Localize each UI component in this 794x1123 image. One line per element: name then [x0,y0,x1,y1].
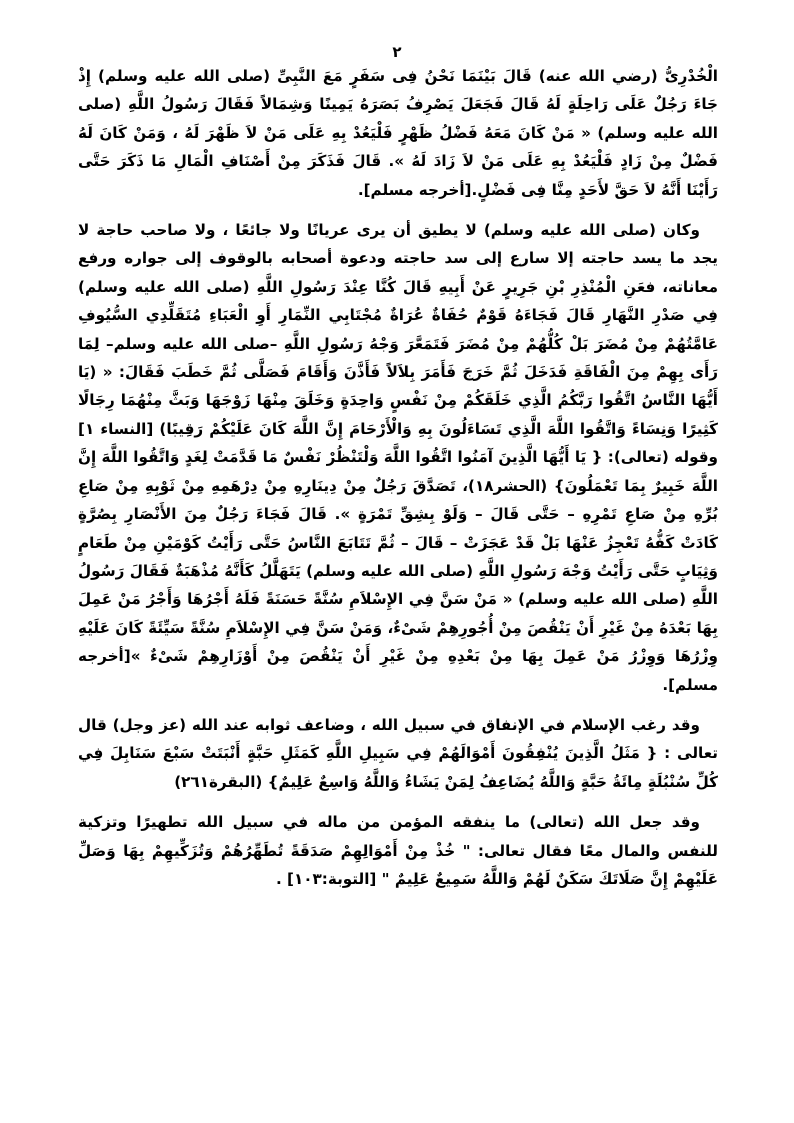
page-number: ٢ [392,43,402,61]
paragraph-infaq: وقد رغب الإسلام في الإنفاق في سبيل الله ، وضاعف ثوابه عند الله (عز وجل) قال تعالى : { مَثَلُ الَّذِينَ يُنْفِقُونَ أَمْوَالَهُمْ فِي سَبِيلِ اللَّهِ كَمَثَلِ حَبَّةٍ أَنْبَتَتْ سَبْعَ سَنَابِلَ فِي كُلِّ سُنْبُلَةٍ مِائَةُ حَبَّةٍ وَاللَّهُ يُضَاعِفُ لِمَنْ يَشَاءُ وَاللَّهُ وَاسِعٌ عَلِيمٌ} (البقرة٢٦١) [78,715,718,791]
paragraph-hadith-mudar: وكان (صلى الله عليه وسلم) لا يطيق أن يرى عريانًا ولا جائعًا ، ولا صاحب حاجة لا يجد ما يسد حاجته إلا سارع إلى سد حاجته ودعوة أصحابه بالوقوف إلى جواره ورفع معاناته، فعَنِ الْمُنْذِرِ بْنِ جَرِيرٍ عَنْ أَبِيهِ قَالَ كُنَّا عِنْدَ رَسُولِ اللَّهِ (صلى الله عليه وسلم) فِي صَدْرِ النَّهَارِ قَالَ فَجَاءَهُ قَوْمٌ حُفَاةٌ عُرَاةٌ مُجْتَابِي النِّمَارِ أَوِ الْعَبَاءِ مُتَقَلِّدِي السُّيُوفِ عَامَّتُهُمْ مِنْ مُضَرَ بَلْ كُلُّهُمْ مِنْ مُضَرَ فَتَمَعَّرَ وَجْهُ رَسُولِ اللَّهِ –صلى الله عليه وسلم– لِمَا رَأَى بِهِمْ مِنَ الْفَاقَةِ فَدَخَلَ ثُمَّ خَرَجَ فَأَمَرَ بِلاَلاً فَأَذَّنَ وَأَقَامَ فَصَلَّى ثُمَّ خَطَبَ فَقَالَ: « (يَا أَيُّهَا النَّاسُ اتَّقُوا رَبَّكُمُ الَّذِي خَلَقَكُمْ مِنْ نَفْسٍ وَاحِدَةٍ وَخَلَقَ مِنْهَا زَوْجَهَا وَبَثَّ مِنْهُمَا رِجَالًا كَثِيرًا وَنِسَاءً وَاتَّقُوا اللَّهَ الَّذِي تَسَاءَلُونَ بِهِ وَالْأَرْحَامَ إِنَّ اللَّهَ كَانَ عَلَيْكُمْ رَقِيبًا) [النساء ١] وقوله (تعالى): { يَا أَيُّهَا الَّذِينَ آمَنُوا اتَّقُوا اللَّهَ وَلْتَنْظُرْ نَفْسٌ مَا قَدَّمَتْ لِغَدٍ وَاتَّقُوا اللَّهَ إِنَّ اللَّهَ خَبِيرٌ بِمَا تَعْمَلُونَ} (الحشر١٨)، تَصَدَّقَ رَجُلٌ مِنْ دِينَارِهِ مِنْ دِرْهَمِهِ مِنْ ثَوْبِهِ مِنْ صَاعِ بُرِّهِ مِنْ صَاعِ تَمْرِهِ – حَتَّى قَالَ – وَلَوْ بِشِقِّ تَمْرَةٍ ». قَالَ فَجَاءَ رَجُلٌ مِنَ الأَنْصَارِ بِصُرَّةٍ كَادَتْ كَفُّهُ تَعْجِزُ عَنْهَا بَلْ قَدْ عَجَزَتْ – قَالَ – ثُمَّ تَتَابَعَ النَّاسُ حَتَّى رَأَيْتُ كَوْمَيْنِ مِنْ طَعَامٍ وَثِيَابٍ حَتَّى رَأَيْتُ وَجْهَ رَسُولِ اللَّهِ (صلى الله عليه وسلم) يَتَهَلَّلُ كَأَنَّهُ مُذْهَبَةٌ فَقَالَ رَسُولُ اللَّهِ (صلى الله عليه وسلم) « مَنْ سَنَّ فِي الإِسْلاَمِ سُنَّةً حَسَنَةً فَلَهُ أَجْرُهَا وَأَجْرُ مَنْ عَمِلَ بِهَا بَعْدَهُ مِنْ غَيْرِ أَنْ يَنْقُصَ مِنْ أُجُورِهِمْ شَىْءٌ، وَمَنْ سَنَّ فِي الإِسْلاَمِ سُنَّةً سَيِّئَةً كَانَ عَلَيْهِ وِزْرُهَا وَوِزْرُ مَنْ عَمِلَ بِهَا مِنْ بَعْدِهِ مِنْ غَيْرِ أَنْ يَنْقُصَ مِنْ أَوْزَارِهِمْ شَىْءٌ »[أخرجه مسلم]. [78,221,719,694]
paragraph-hadith-safar: الْخُدْرِىُّ (رضي الله عنه) قَالَ بَيْنَمَا نَحْنُ فِى سَفَرٍ مَعَ النَّبِىِّ (صلى الله عليه وسلم) إِذْ جَاءَ رَجُلٌ عَلَى رَاحِلَةٍ لَهُ قَالَ فَجَعَلَ يَصْرِفُ بَصَرَهُ يَمِينًا وَشِمَالاً فَقَالَ رَسُولُ اللَّهِ (صلى الله عليه وسلم) « مَنْ كَانَ مَعَهُ فَضْلُ ظَهْرٍ فَلْيَعُدْ بِهِ عَلَى مَنْ لاَ ظَهْرَ لَهُ ، وَمَنْ كَانَ لَهُ فَضْلٌ مِنْ زَادٍ فَلْيَعُدْ بِهِ عَلَى مَنْ لاَ زَادَ لَهُ ». قَالَ فَذَكَرَ مِنْ أَصْنَافِ الْمَالِ مَا ذَكَرَ حَتَّى رَأَيْنَا أَنَّهُ لاَ حَقَّ لأَحَدٍ مِنَّا فِى فَضْلٍ.[أخرجه مسلم]. [78,67,718,199]
body-text [78,62,718,905]
paragraph-tazkiya: وقد جعل الله (تعالى) ما ينفقه المؤمن من ماله في سبيل الله تطهيرًا وتزكية للنفس والمال معًا فقال تعالى: " خُذْ مِنْ أَمْوَالِهِمْ صَدَقَةً تُطَهِّرُهُمْ وَتُزَكِّيهِمْ بِهَا وَصَلِّ عَلَيْهِمْ إِنَّ صَلَاتَكَ سَكَنٌ لَهُمْ وَاللَّهُ سَمِيعٌ عَلِيمٌ " [التوبة:١٠٣] . [78,813,718,888]
